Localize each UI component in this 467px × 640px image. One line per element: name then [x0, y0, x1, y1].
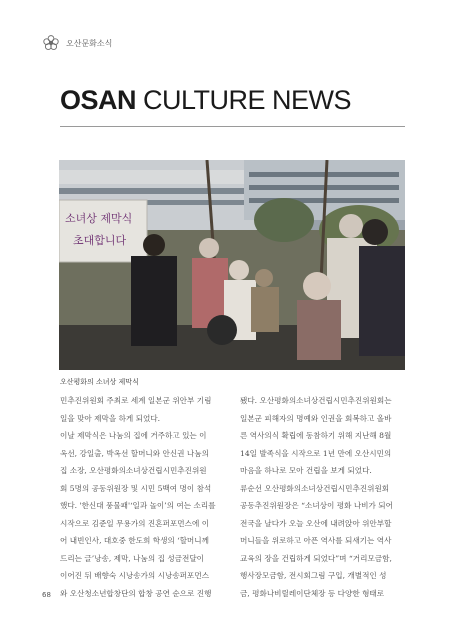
unveiling-ceremony-photo — [59, 160, 405, 370]
page-number: 68 — [42, 591, 51, 599]
title-bold: OSAN — [60, 85, 137, 115]
text-line: 이날 제막식은 나눔의 집에 거주하고 있는 이 — [60, 431, 207, 440]
text-line: 14일 발족식을 시작으로 1년 만에 오산시민의 — [240, 448, 392, 458]
text-line: 옥선, 강일출, 박옥선 할머니와 안신권 나눔의 — [60, 448, 209, 458]
text-line: 일본군 피해자의 명예와 인권을 회복하고 올바 — [240, 413, 392, 423]
text-line: 행사장모금함, 전시회그림 구입, 개별적인 성 — [240, 571, 387, 580]
text-line: 일을 맞아 제막을 하게 되었다. — [60, 413, 161, 423]
flower-logo-icon — [42, 34, 60, 52]
banner-text-2: 초대합니다 — [73, 234, 127, 247]
section-header — [42, 34, 112, 52]
text-line: 류순선 오산평화의소녀상건립시민추진위원회 — [240, 483, 390, 493]
page-title — [60, 85, 351, 116]
text-line: 됐다. 오산평화의소녀상건립시민추진위원회는 — [240, 396, 392, 405]
text-line: 했다. '한신대 풍물패'‘일과 놀이’의 여는 소리를 — [60, 501, 216, 510]
text-line: 민추진위원회 주최로 세계 일본군 위안부 기림 — [60, 396, 212, 405]
text-line: 머니들을 위로하고 아픈 역사를 되새기는 역사 — [240, 536, 392, 545]
text-line: 마음을 하나로 모아 건립을 보게 되었다. — [240, 466, 372, 475]
text-line: 금, 평화나비릴레이단체장 등 다양한 형태로 — [240, 588, 385, 598]
text-line: 시작으로 김준일 무용가의 진혼퍼포먼스에 이 — [60, 518, 210, 528]
article-column-right — [240, 392, 405, 602]
photo-caption: 오산평화의 소녀상 제막식 — [60, 378, 139, 386]
text-line: 이어진 뒤 배향숙 시낭송가의 시낭송퍼포먼스 — [60, 571, 210, 580]
text-line: 교육의 장을 건립하게 되었다”며 “거리모금함, — [240, 553, 392, 563]
photo-illustration — [59, 160, 405, 370]
text-line: 와 오산청소년합창단의 합창 공연 순으로 진행 — [60, 588, 212, 598]
text-line: 른 역사의식 확립에 동참하기 위해 지난해 8월 — [240, 431, 392, 440]
text-line: 회 5명의 공동위원장 및 시민 5백여 명이 참석 — [60, 483, 212, 493]
title-divider — [60, 126, 405, 127]
text-line: 집 소장, 오산평화의소녀상건립시민추진위원 — [60, 466, 207, 475]
title-light: CULTURE NEWS — [136, 85, 352, 115]
section-label: 오산문화소식 — [66, 38, 113, 48]
text-line: 공동추진위원장은 “소녀상이 평화 나비가 되어 — [240, 501, 393, 510]
text-line: 드리는 글’낭송, 제막, 나눔의 집 성금전달이 — [60, 553, 205, 563]
text-line: 어 내빈인사, 대호중 한도희 학생의 ‘할머니께 — [60, 536, 209, 545]
banner-text-1: 소녀상 제막식 — [65, 212, 133, 225]
text-line: 전국을 날다가 오늘 오산에 내려앉아 위안부할 — [240, 518, 392, 528]
article-column-left — [60, 392, 225, 602]
